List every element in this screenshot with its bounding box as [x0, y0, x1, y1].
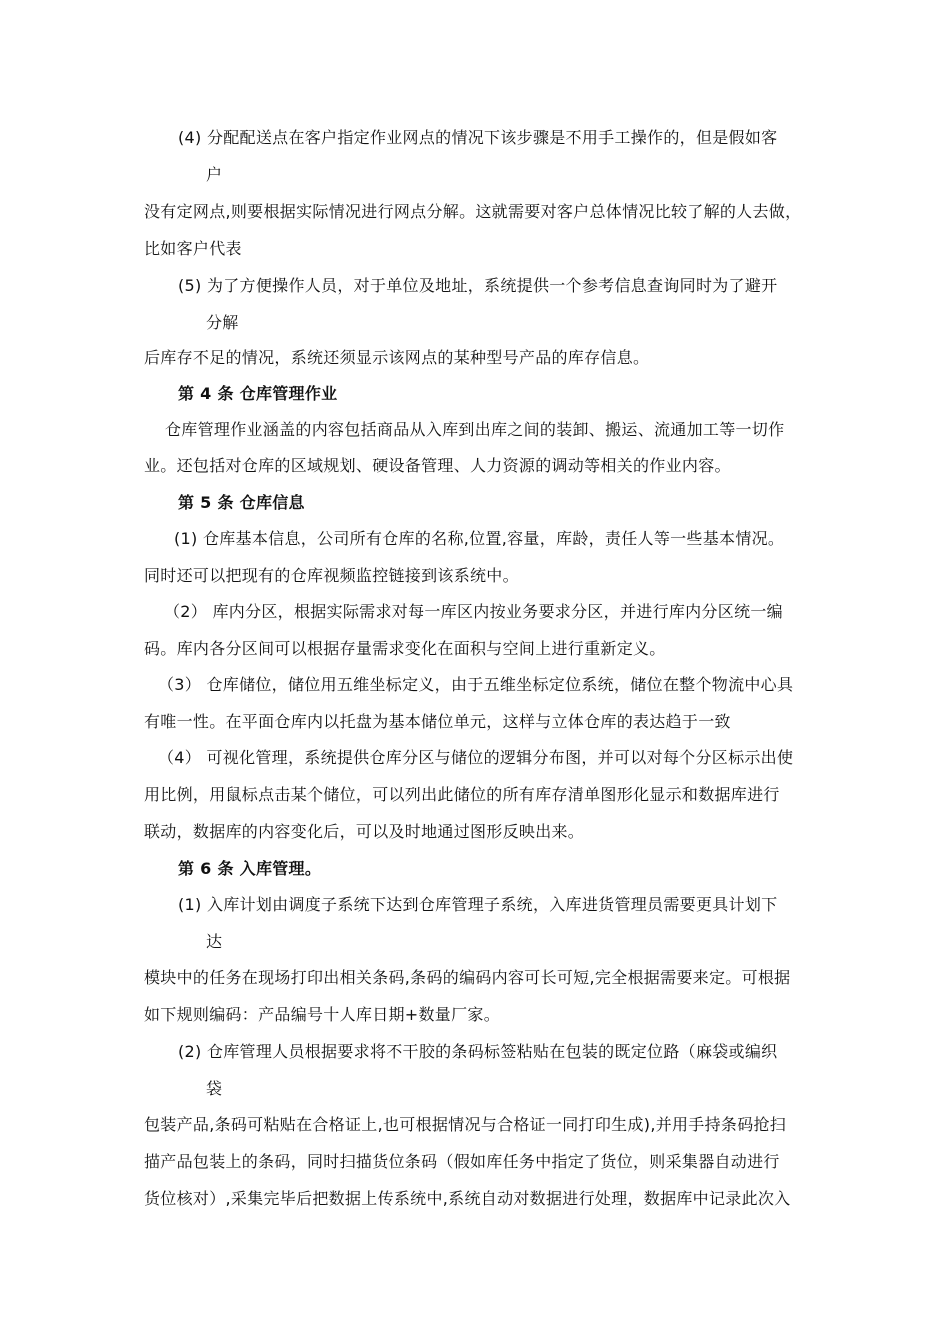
text-line: （4） 可视化管理，系统提供仓库分区与储位的逻辑分布图，并可以对每个分区标示出使	[158, 748, 794, 767]
text-line: 码。库内各分区间可以根据存量需求变化在面积与空间上进行重新定义。	[144, 639, 666, 658]
text-line: (1) 仓库基本信息，公司所有仓库的名称,位置,容量，库龄，责任人等一些基本情况。	[174, 529, 785, 548]
text-line: （3） 仓库储位，储位用五维坐标定义，由于五维坐标定位系统，储位在整个物流中心具	[158, 675, 794, 694]
text-line: 货位核对）,采集完毕后把数据上传系统中,系统自动对数据进行处理，数据库中记录此次入	[144, 1189, 791, 1208]
text-line: (2) 仓库管理人员根据要求将不干胶的条码标签粘贴在包装的既定位路（麻袋或编织	[178, 1042, 778, 1061]
section-heading: 第 4 条 仓库管理作业	[178, 384, 338, 403]
text-line: 分解	[206, 313, 239, 332]
text-line: 仓库管理作业涵盖的内容包括商品从入库到出库之间的装卸、搬运、流通加工等一切作	[165, 420, 785, 439]
text-line: (5) 为了方便操作人员，对于单位及地址，系统提供一个参考信息查询同时为了避开	[178, 276, 778, 295]
text-line: 包装产品,条码可粘贴在合格证上,也可根据情况与合格证一同打印生成),并用手持条码抢扫	[144, 1115, 787, 1134]
text-line: 比如客户代表	[144, 239, 242, 258]
text-line: 如下规则编码：产品编号十人库日期+数量厂家。	[144, 1005, 501, 1024]
text-line: 描产品包装上的条码，同时扫描货位条码（假如库任务中指定了货位，则采集器自动进行	[144, 1152, 780, 1171]
text-line: 后库存不足的情况，系统还须显示该网点的某种型号产品的库存信息。	[144, 348, 650, 367]
text-line: （2） 库内分区，根据实际需求对每一库区内按业务要求分区，并进行库内分区统一编	[164, 602, 783, 621]
text-line: 模块中的任务在现场打印出相关条码,条码的编码内容可长可短,完全根据需要来定。可根据	[144, 968, 791, 987]
text-line: 户	[206, 165, 223, 184]
text-line: 业。还包括对仓库的区域规划、硬设备管理、人力资源的调动等相关的作业内容。	[144, 456, 731, 475]
text-line: (4) 分配配送点在客户指定作业网点的情况下该步骤是不用手工操作的，但是假如客	[178, 128, 778, 147]
text-line: 同时还可以把现有的仓库视频监控链接到该系统中。	[144, 566, 519, 585]
text-line: 达	[206, 932, 223, 951]
text-line: 有唯一性。在平面仓库内以托盘为基本储位单元，这样与立体仓库的表达趋于一致	[144, 712, 731, 731]
text-line: 用比例，用鼠标点击某个储位，可以列出此储位的所有库存清单图形化显示和数据库进行	[144, 785, 780, 804]
text-line: 没有定网点,则要根据实际情况进行网点分解。这就需要对客户总体情况比较了解的人去做，	[144, 202, 802, 221]
section-heading: 第 6 条 入库管理。	[178, 859, 322, 878]
text-line: 袋	[206, 1079, 223, 1098]
text-line: 联动，数据库的内容变化后，可以及时地通过图形反映出来。	[144, 822, 585, 841]
section-heading: 第 5 条 仓库信息	[178, 493, 305, 512]
text-line: (1) 入库计划由调度子系统下达到仓库管理子系统，入库进货管理员需要更具计划下	[178, 895, 778, 914]
